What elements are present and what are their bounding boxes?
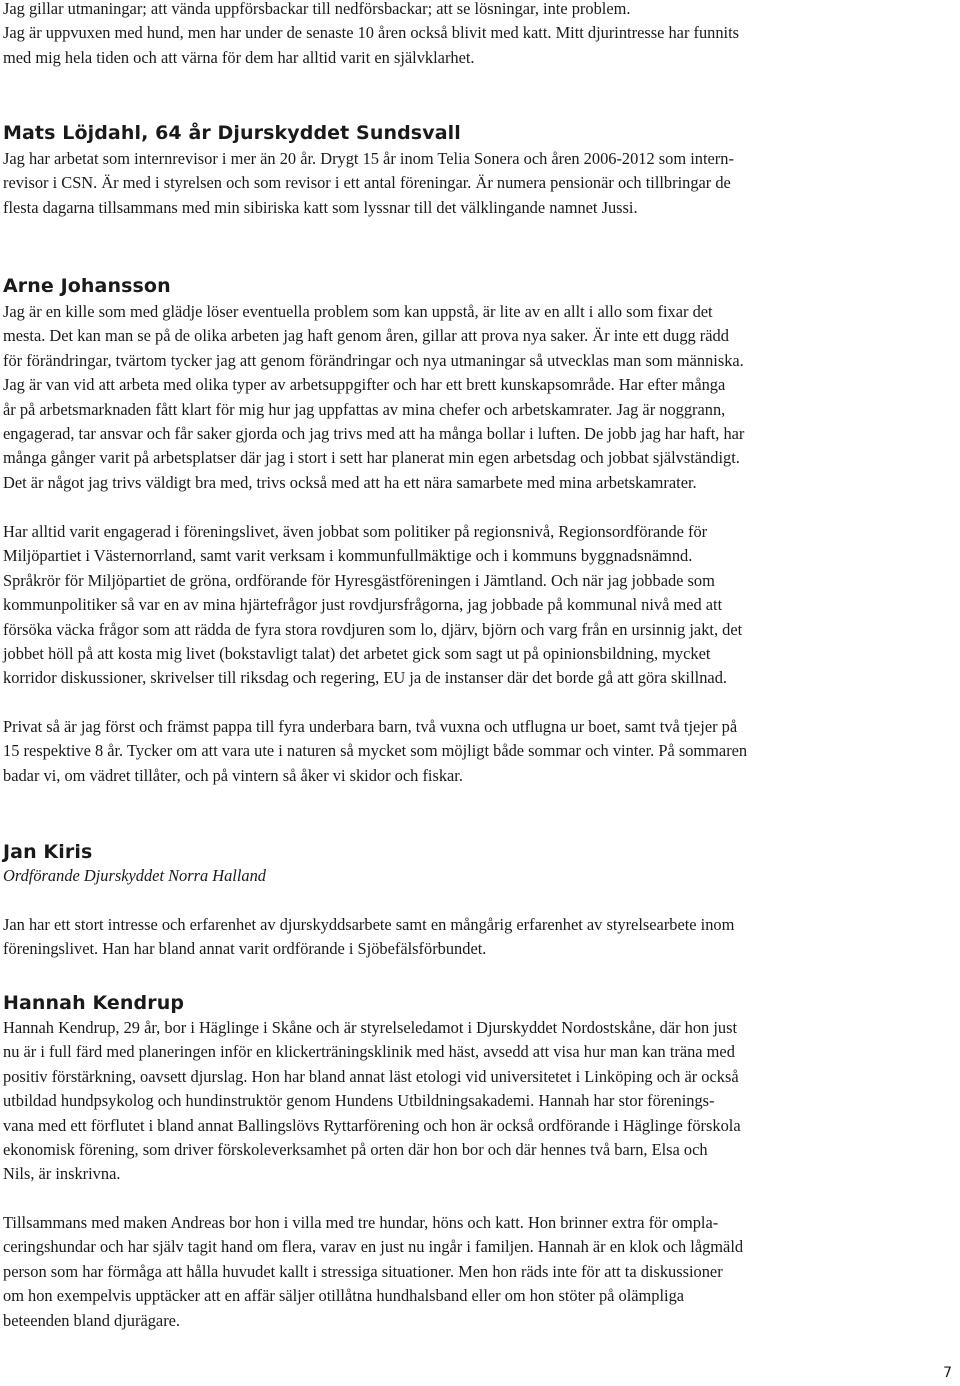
text-line: person som har förmåga att hålla huvudet kallt i stressiga situationer. Men hon räds inte för att ta diskussioner (3, 1261, 723, 1281)
text-line: om hon exempelvis upptäcker att en affär säljer otillåtna hundhalsband eller om hon stöter på olämpliga (3, 1286, 685, 1306)
section-heading-hannah: Hannah Kendrup (3, 992, 185, 1014)
text-line: Jag är en kille som med glädje löser eventuella problem som kan uppstå, är lite av en allt i allo som fixar det (3, 302, 713, 321)
text-line: mesta. Det kan man se på de olika arbeten jag haft genom åren, gillar att prova nya saker. Är inte ett dugg rädd (3, 326, 729, 346)
section-heading-jan: Jan Kiris (3, 841, 93, 863)
text-line: korridor diskussioner, skrivelser till riksdag och regering, EU ja de instanser där det borde gå att göra skillnad. (3, 668, 727, 688)
text-line: kommunpolitiker så var en av mina hjärtefrågor just rovdjursfrågorna, jag jobbade på kommunal nivå med att (3, 595, 723, 615)
text-line: Jan har ett stort intresse och erfarenhet av djurskyddsarbete samt en mångårig erfarenhet av styrelsearbete inom (3, 915, 735, 934)
page-number: 7 (943, 1365, 952, 1381)
text-line: Språkrör för Miljöpartiet de gröna, ordförande för Hyresgästföreningen i Jämtland. Och när jag jobbade som (3, 570, 715, 590)
text-line: Jag har arbetat som internrevisor i mer än 20 år. Drygt 15 år inom Telia Sonera och åren 2006-2012 som intern- (3, 149, 734, 168)
text-line: engagerad, tar ansvar och får saker gjorda och jag trivs med att ha många bollar i luften. De jobb jag har haft, har (3, 423, 745, 443)
text-line: Tillsammans med maken Andreas bor hon i villa med tre hundar, höns och katt. Hon brinner extra för ompla- (3, 1213, 719, 1232)
jan-subtitle: Ordförande Djurskyddet Norra Halland (3, 866, 267, 885)
text-line: jobbet höll på att kosta mig livet (bokstavligt talat) det arbetet gick som sagt ut på opinionsbildning, mycket (3, 643, 711, 663)
arne-paragraph-1 (3, 300, 744, 495)
text-line: 15 respektive 8 år. Tycker om att vara ute i naturen så mycket som möjligt både sommar och vinter. På sommaren (3, 741, 748, 761)
text-line: revisor i CSN. Är med i styrelsen och som revisor i ett antal föreningar. Är numera pensionär och tillbringar de (3, 173, 731, 193)
hannah-paragraph-1 (3, 1016, 741, 1187)
text-line: år på arbetsmarknaden fått klart för mig hur jag uppfattas av mina chefer och arbetskamrater. Jag är noggrann, (3, 399, 726, 419)
text-line: Jag är van vid att arbeta med olika typer av arbetsuppgifter och har ett brett kunskapsområde. Har efter många (3, 375, 726, 395)
text-line: vana med ett förflutet i bland annat Ballingslövs Ryttarförening och hon är också ordförande i Häglinge förskola (3, 1115, 741, 1135)
text-line: nu är i full färd med planeringen inför en klickerträningsklinik med häst, avsedd att visa hur man kan träna med (3, 1042, 735, 1062)
text-line: utbildad hundpsykolog och hundinstruktör genom Hundens Utbildningsakademi. Hannah har stor förenings- (3, 1091, 715, 1111)
text-line: Hannah Kendrup, 29 år, bor i Häglinge i Skåne och är styrelseledamot i Djurskyddet Nordostskåne, där hon just (3, 1018, 738, 1037)
text-line: Jag gillar utmaningar; att vända uppförsbackar till nedförsbackar; att se lösningar, inte problem. (3, 0, 631, 18)
text-line: Jag är uppvuxen med hund, men har under de senaste 10 åren också blivit med katt. Mitt djurintresse har funnits (3, 23, 740, 43)
text-line: för förändringar, tvärtom tycker jag att genom förändringar och nya utmaningar så utvecklas man som människa. (3, 350, 744, 370)
text-line: föreningslivet. Han har bland annat varit ordförande i Sjöbefälsförbundet. (3, 939, 487, 959)
text-line: flesta dagarna tillsammans med min sibiriska katt som lyssnar till det välklingande namnet Jussi. (3, 197, 638, 217)
text-line: Det är något jag trivs väldigt bra med, trivs också med att ha ett nära samarbete med mina arbetskamrater. (3, 472, 697, 492)
text-line: ekonomisk förening, som driver förskoleverksamhet på orten där hon bor och där hennes två barn, Elsa och (3, 1139, 708, 1159)
text-line: många gånger varit på arbetsplatser där jag i stort i sett har planerat min egen arbetsdag och jobbat självständigt. (3, 448, 740, 468)
text-line: Miljöpartiet i Västernorrland, samt varit verksam i kommunfullmäktige och i kommuns byggnadsnämnd. (3, 546, 693, 566)
mats-paragraph (3, 147, 734, 220)
text-line: försöka väcka frågor som att rädda de fyra stora rovdjuren som lo, djärv, björn och varg från en ursinnig jakt, det (3, 619, 743, 639)
jan-paragraph (3, 913, 734, 962)
text-line: ceringshundar och har själv tagit hand om flera, varav en just nu ingår i familjen. Hannah är en klok och lågmäld (3, 1237, 744, 1257)
text-line: med mig hela tiden och att värna för dem har alltid varit en självklarhet. (3, 47, 475, 67)
section-heading-mats: Mats Löjdahl, 64 år Djurskyddet Sundsvall (3, 122, 461, 144)
intro-paragraph (3, 0, 739, 70)
text-line: badar vi, om vädret tillåter, och på vintern så åker vi skidor och fiskar. (3, 765, 463, 785)
hannah-paragraph-2 (3, 1211, 743, 1333)
arne-paragraph-3 (3, 715, 747, 788)
arne-paragraph-2 (3, 520, 742, 691)
text-line: Privat så är jag först och främst pappa till fyra underbara barn, två vuxna och utflugna ur boet, samt två tjejer på (3, 717, 738, 736)
text-line: beteenden bland djurägare. (3, 1310, 181, 1330)
text-line: Har alltid varit engagerad i föreningslivet, även jobbat som politiker på regionsnivå, Regionsordförande för (3, 522, 708, 541)
text-line: Nils, är inskrivna. (3, 1164, 121, 1184)
section-heading-arne: Arne Johansson (3, 275, 171, 297)
text-line: positiv förstärkning, oavsett djurslag. Hon har bland annat läst etologi vid universitetet i Linköping och är också (3, 1066, 739, 1086)
